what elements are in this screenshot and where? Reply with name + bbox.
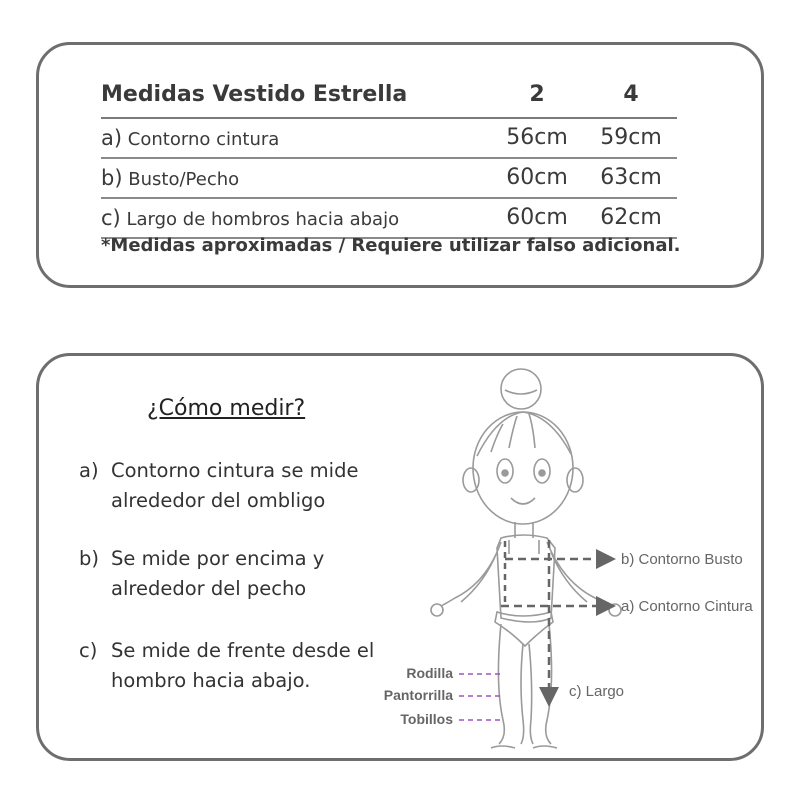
size-column-2: 2 bbox=[529, 82, 545, 107]
row-value-size-4: 59cm bbox=[600, 125, 662, 150]
row-value-size-4: 63cm bbox=[600, 165, 662, 190]
label-knee: Rodilla bbox=[406, 665, 453, 681]
table-row bbox=[101, 159, 677, 199]
label-calf: Pantorrilla bbox=[383, 687, 453, 703]
table-row bbox=[101, 199, 677, 239]
list-item bbox=[79, 636, 391, 696]
size-table-card bbox=[36, 42, 764, 288]
step-text: Se mide de frente desde el hombro hacia abajo. bbox=[111, 639, 375, 692]
size-table bbox=[101, 75, 677, 239]
row-value-size-4: 62cm bbox=[600, 205, 662, 230]
step-text: Contorno cintura se mide alrededor del ombligo bbox=[111, 459, 359, 512]
row-value-size-2: 60cm bbox=[506, 205, 568, 230]
size-table-header bbox=[101, 75, 677, 119]
row-key: a) bbox=[101, 126, 123, 150]
row-label: Contorno cintura bbox=[127, 129, 280, 150]
table-row bbox=[101, 119, 677, 159]
step-key: b) bbox=[79, 547, 99, 570]
label-waist: a) Contorno Cintura bbox=[621, 598, 753, 615]
label-length: c) Largo bbox=[569, 683, 625, 700]
row-key: b) bbox=[101, 166, 123, 190]
size-table-title: Medidas Vestido Estrella bbox=[101, 82, 408, 107]
step-key: a) bbox=[79, 459, 99, 482]
row-label: Busto/Pecho bbox=[128, 169, 240, 190]
label-bust: b) Contorno Busto bbox=[621, 551, 743, 568]
row-label: Largo de hombros hacia abajo bbox=[126, 209, 400, 230]
table-footnote: *Medidas aproximadas / Requiere utilizar falso adicional. bbox=[101, 235, 681, 256]
list-item bbox=[79, 544, 391, 604]
row-value-size-2: 56cm bbox=[506, 125, 568, 150]
child-figure-illustration bbox=[369, 366, 761, 758]
how-to-measure-card bbox=[36, 353, 764, 761]
list-item bbox=[79, 456, 391, 516]
step-key: c) bbox=[79, 639, 98, 662]
row-value-size-2: 60cm bbox=[506, 165, 568, 190]
size-column-4: 4 bbox=[623, 82, 639, 107]
label-ankle: Tobillos bbox=[400, 711, 453, 727]
row-key: c) bbox=[101, 206, 121, 230]
step-text: Se mide por encima y alrededor del pecho bbox=[111, 547, 325, 600]
how-to-title: ¿Cómo medir? bbox=[147, 396, 306, 421]
